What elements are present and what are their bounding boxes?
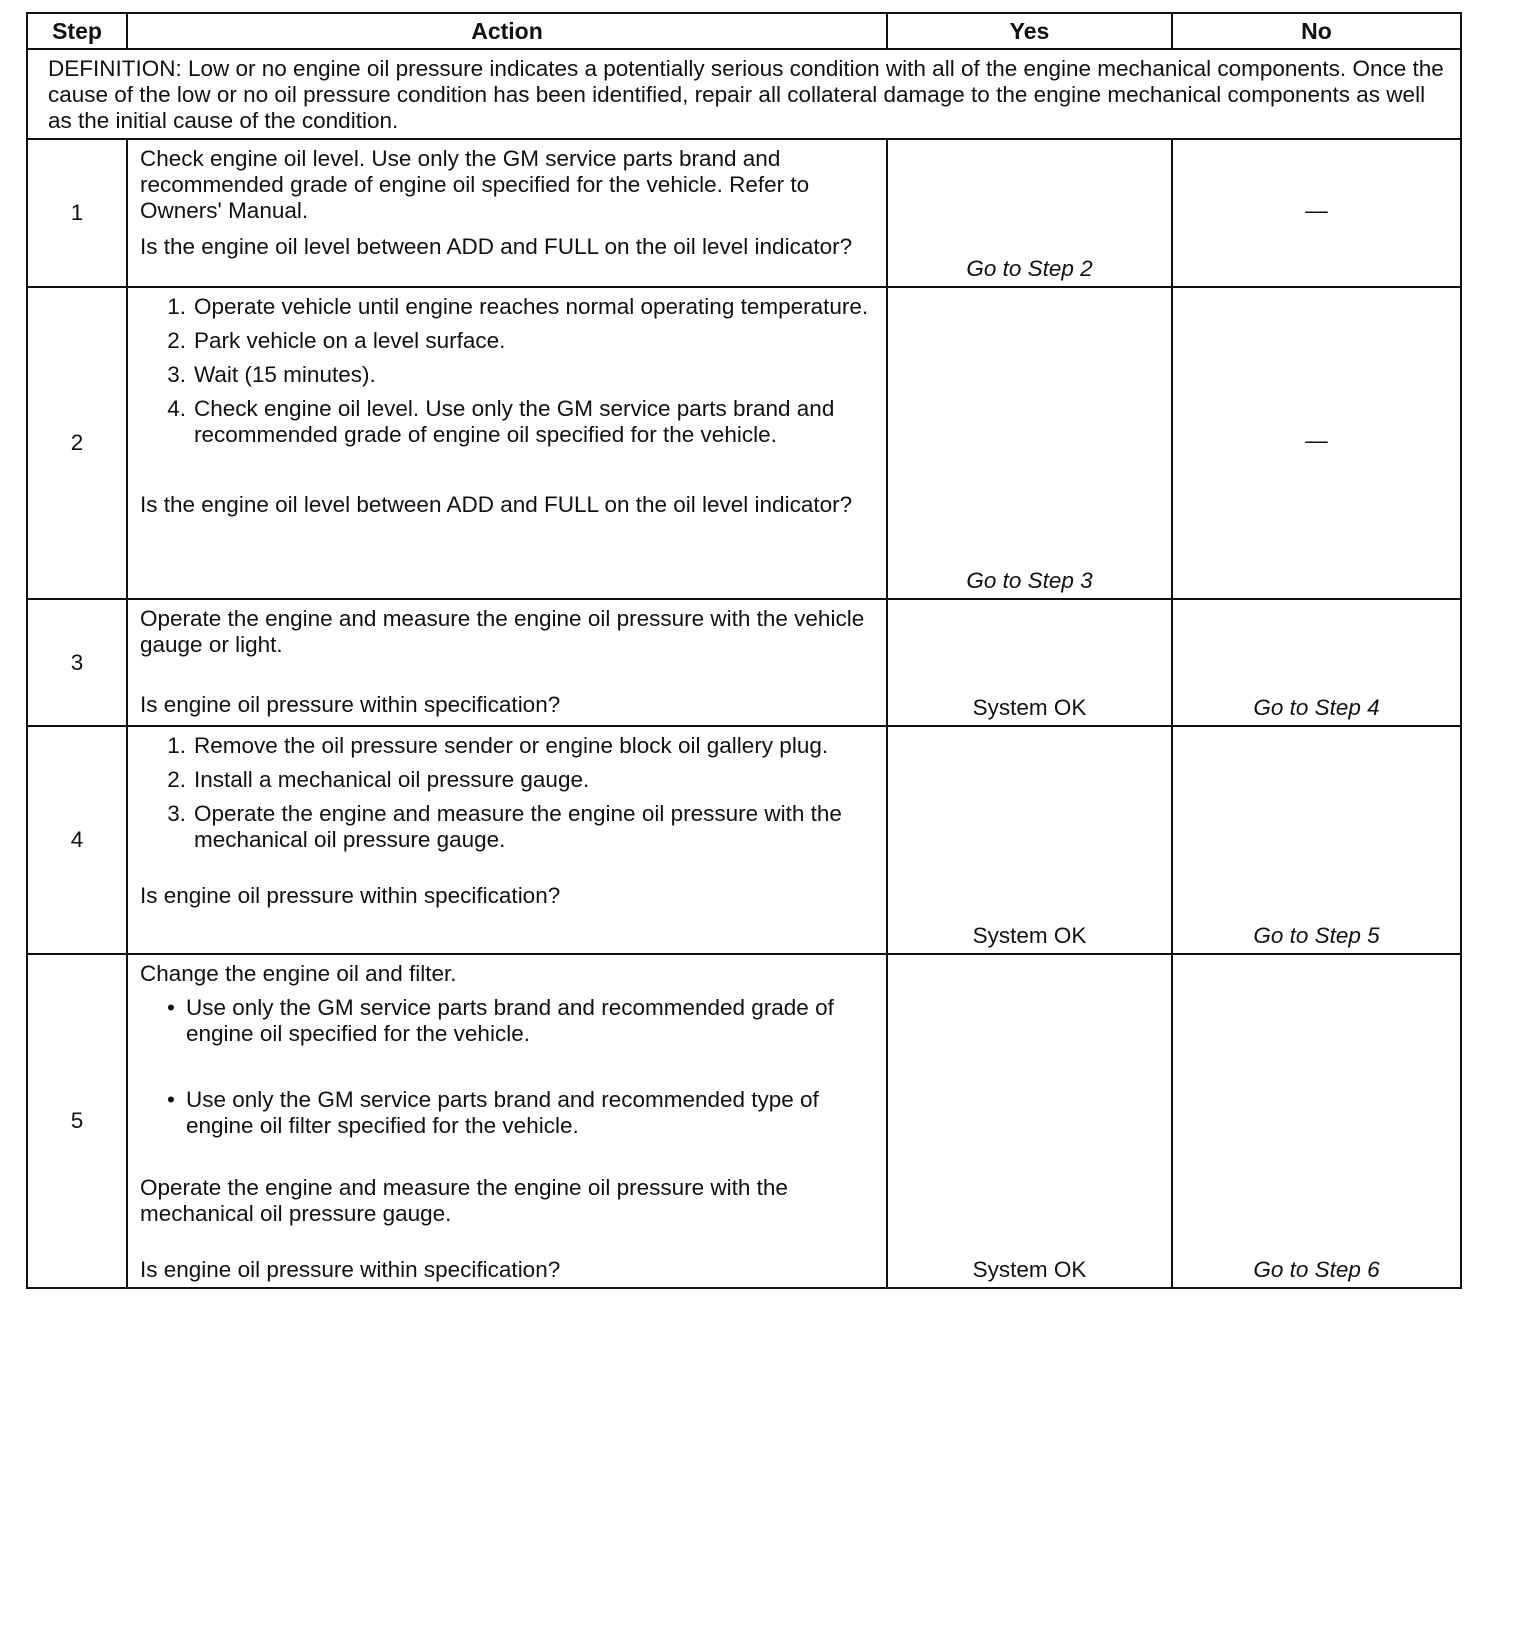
list-item	[140, 328, 872, 354]
list-item	[140, 995, 872, 1047]
definition-row	[27, 49, 1461, 139]
step-number: 1	[27, 139, 127, 287]
yes-result: System OK	[887, 599, 1172, 726]
action-text: Check engine oil level. Use only the GM service parts brand and recommended grade of engine oil specified for the vehicle. Refer to Owners' Manual.	[140, 146, 810, 223]
action-text-secondary: Operate the engine and measure the engine oil pressure with the mechanical oil pressure gauge.	[140, 1175, 788, 1226]
no-result: —	[1172, 287, 1461, 599]
yes-result: Go to Step 3	[887, 287, 1172, 599]
action-question: Is engine oil pressure within specification?	[140, 883, 561, 908]
list-item-text: Install a mechanical oil pressure gauge.	[194, 767, 590, 792]
no-result: —	[1172, 139, 1461, 287]
list-item-text: Operate the engine and measure the engine oil pressure with the mechanical oil pressure gauge.	[194, 801, 842, 852]
table-row	[27, 954, 1461, 1288]
list-item	[140, 733, 872, 759]
list-item	[140, 396, 872, 448]
yes-result: System OK	[887, 726, 1172, 954]
diagnostic-table	[26, 12, 1462, 1289]
yes-result: System OK	[887, 954, 1172, 1288]
header-yes: Yes	[887, 13, 1172, 49]
step-number: 4	[27, 726, 127, 954]
list-number: 1.	[167, 294, 186, 319]
action-bullets-list	[140, 995, 872, 1139]
action-steps-list	[140, 733, 872, 853]
action-question: Is engine oil pressure within specification?	[140, 1257, 561, 1282]
list-number: 1.	[167, 733, 186, 758]
header-row	[27, 13, 1461, 49]
list-item-text: Wait (15 minutes).	[194, 362, 376, 387]
table-row	[27, 287, 1461, 599]
list-number: 4.	[167, 396, 186, 421]
list-item	[140, 294, 872, 320]
list-item	[140, 362, 872, 388]
action-cell	[127, 599, 887, 726]
list-item-text: Use only the GM service parts brand and recommended type of engine oil filter specified for the vehicle.	[186, 1087, 819, 1138]
step-number: 2	[27, 287, 127, 599]
action-steps-list	[140, 294, 872, 448]
bullet-marker: •	[167, 1087, 175, 1112]
step-number: 5	[27, 954, 127, 1288]
action-question: Is the engine oil level between ADD and FULL on the oil level indicator?	[140, 234, 853, 259]
list-item-text: Operate vehicle until engine reaches normal operating temperature.	[194, 294, 869, 319]
list-item-text: Park vehicle on a level surface.	[194, 328, 506, 353]
list-item	[140, 801, 872, 853]
action-cell	[127, 954, 887, 1288]
action-question: Is engine oil pressure within specification?	[140, 692, 561, 717]
list-number: 2.	[167, 328, 186, 353]
list-item-text: Use only the GM service parts brand and recommended grade of engine oil specified for the vehicle.	[186, 995, 834, 1046]
action-cell	[127, 287, 887, 599]
list-item	[140, 1087, 872, 1139]
table-row	[27, 599, 1461, 726]
header-step: Step	[27, 13, 127, 49]
list-item-text: Check engine oil level. Use only the GM service parts brand and recommended grade of engine oil specified for the vehicle.	[194, 396, 835, 447]
no-result: Go to Step 6	[1172, 954, 1461, 1288]
step-number: 3	[27, 599, 127, 726]
list-number: 3.	[167, 362, 186, 387]
action-cell	[127, 726, 887, 954]
table-row	[27, 139, 1461, 287]
action-text: Change the engine oil and filter.	[140, 961, 457, 986]
list-item	[140, 767, 872, 793]
list-number: 3.	[167, 801, 186, 826]
list-number: 2.	[167, 767, 186, 792]
list-item-text: Remove the oil pressure sender or engine block oil gallery plug.	[194, 733, 829, 758]
action-cell	[127, 139, 887, 287]
no-result: Go to Step 4	[1172, 599, 1461, 726]
action-question: Is the engine oil level between ADD and FULL on the oil level indicator?	[140, 492, 853, 517]
action-text: Operate the engine and measure the engine oil pressure with the vehicle gauge or light.	[140, 606, 865, 657]
definition-text: DEFINITION: Low or no engine oil pressure indicates a potentially serious condition with all of the engine mechanical components. Once the cause of the low or no oil pressure condition has been identified, repair all collateral damage to the engine mechanical components as well as the initial cause of the condition.	[27, 49, 1461, 139]
table-row	[27, 726, 1461, 954]
header-no: No	[1172, 13, 1461, 49]
bullet-marker: •	[167, 995, 175, 1020]
yes-result: Go to Step 2	[887, 139, 1172, 287]
no-result: Go to Step 5	[1172, 726, 1461, 954]
header-action: Action	[127, 13, 887, 49]
